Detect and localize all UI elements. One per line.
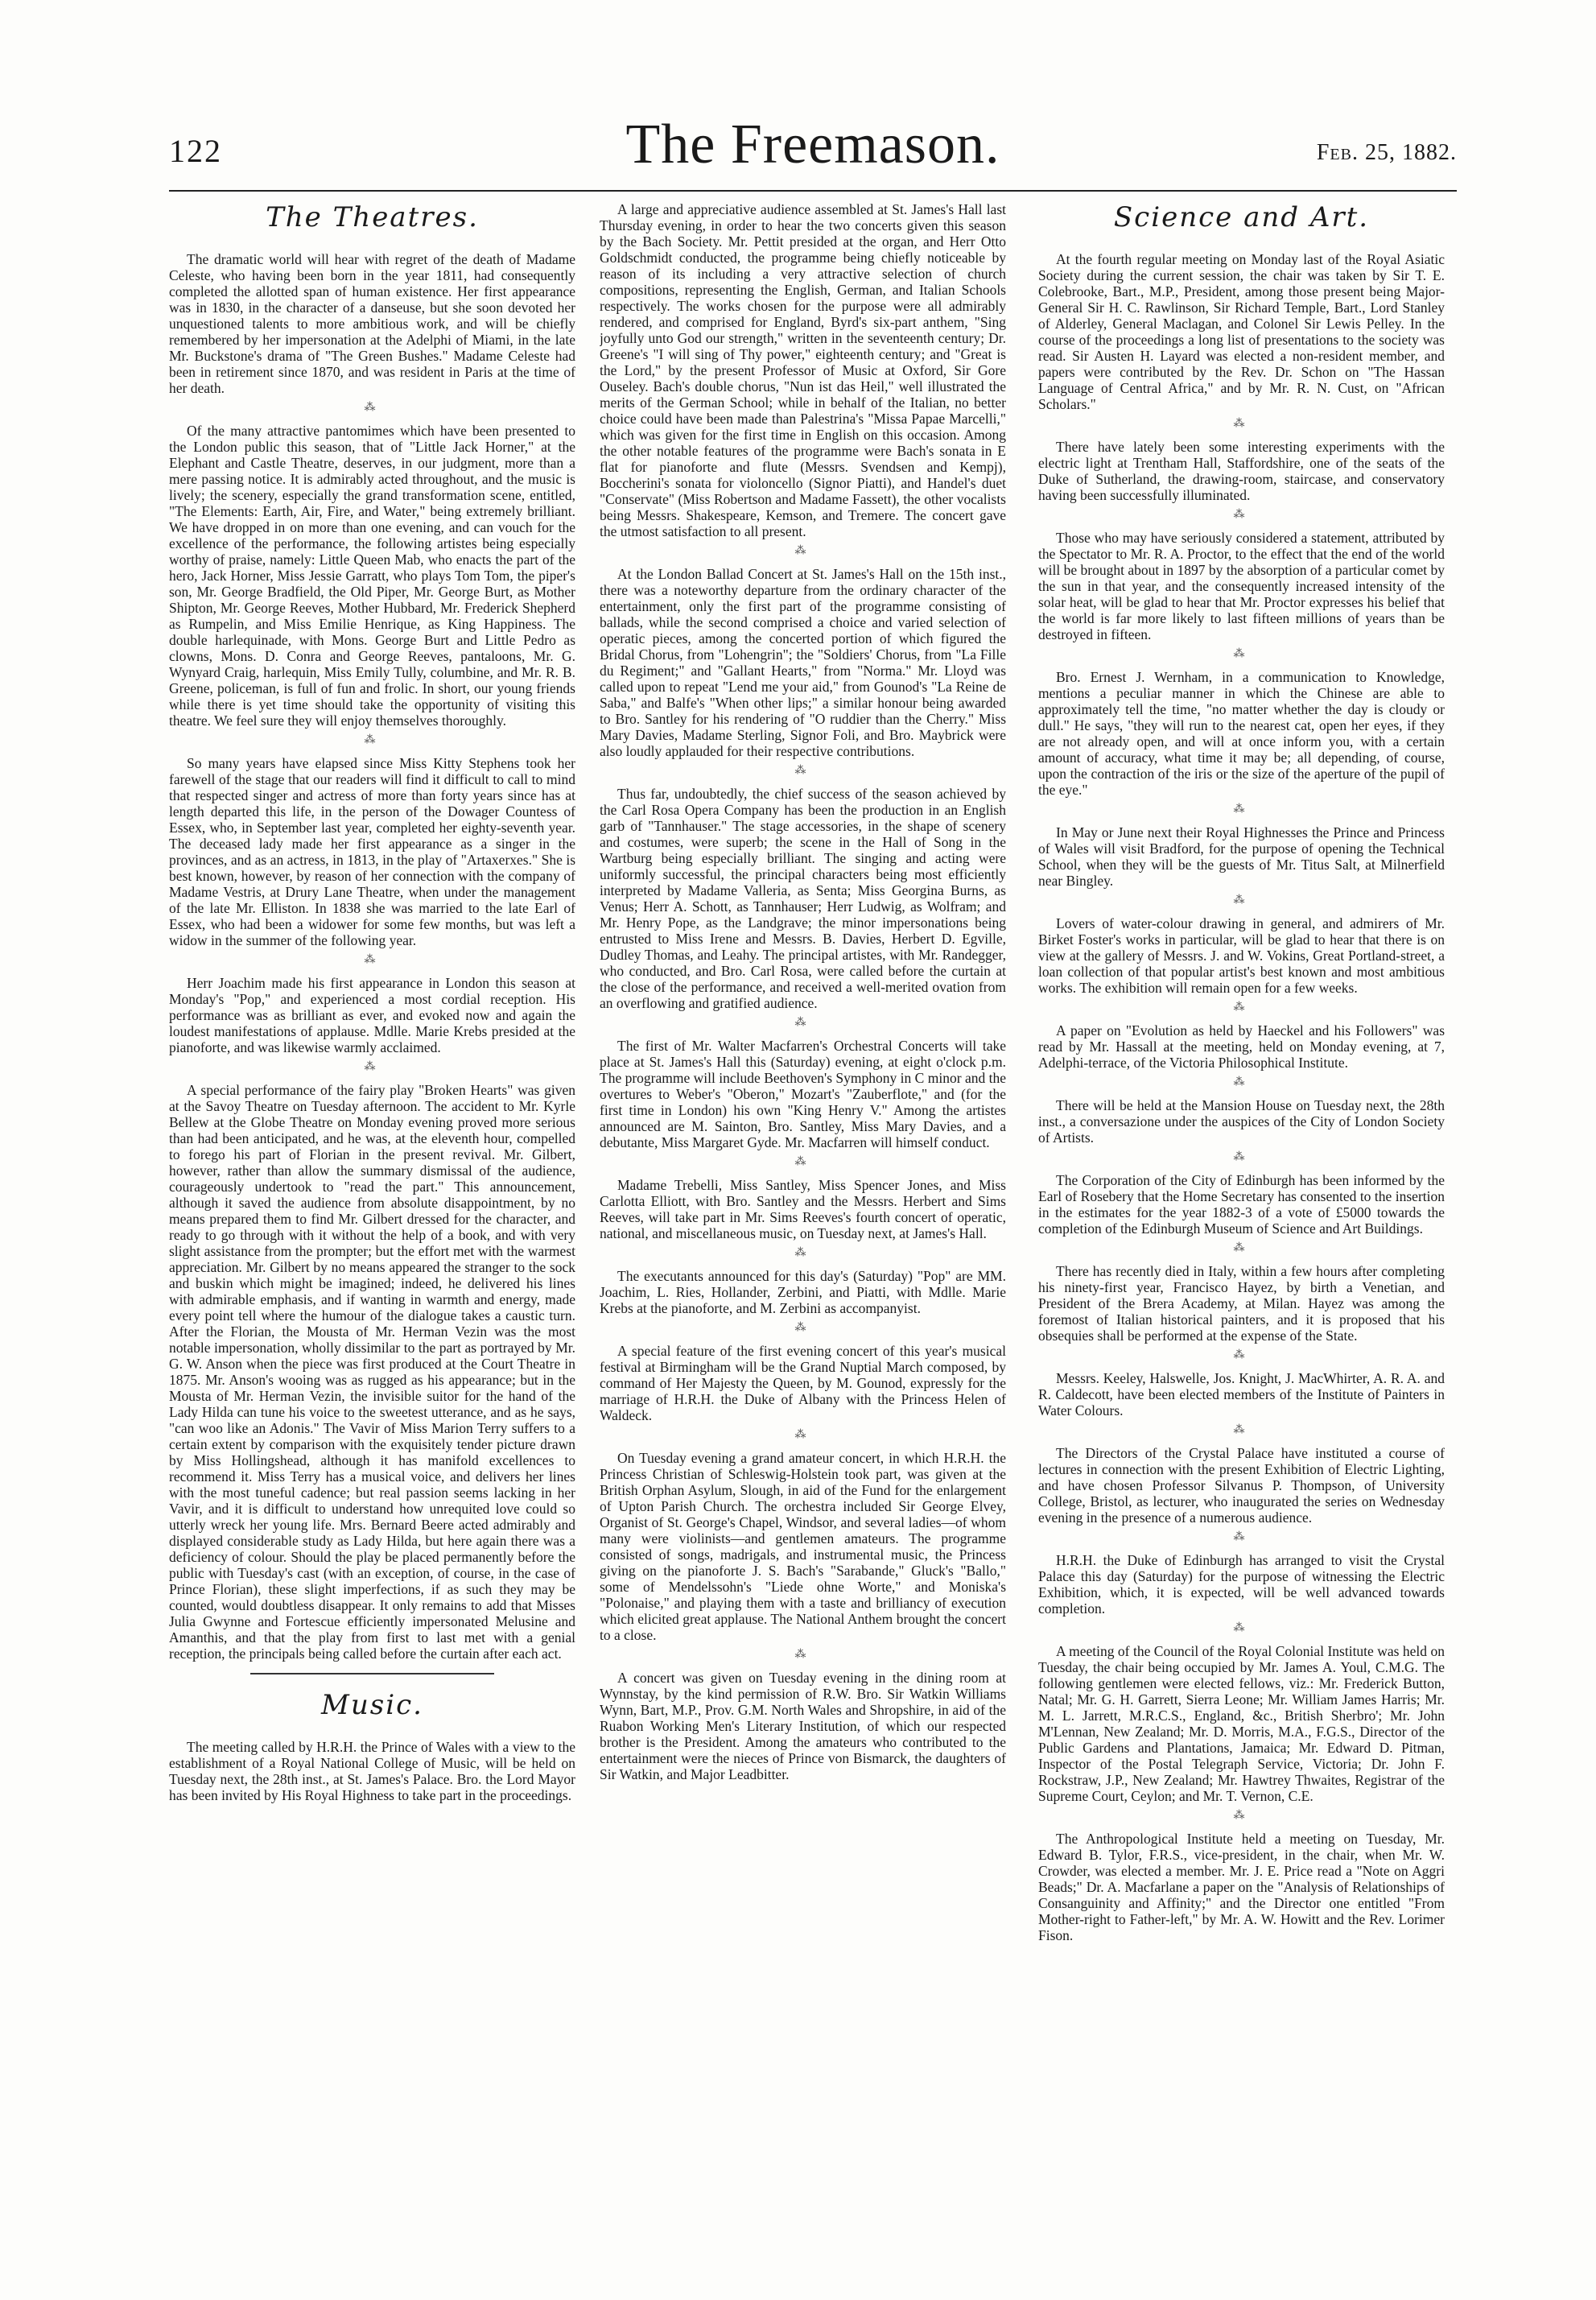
column-1 [169, 201, 575, 2262]
issue-date: Feb. 25, 1882. [1316, 140, 1457, 165]
section-heading: The Theatres. [266, 201, 479, 233]
article-paragraph: Of the many attractive pantomimes which have been presented to the London public this season, that of "Little Jack Horner," at the Elephant and Castle Theatre, deserves, in our judgment, more than a mere passing notice. It is admirably acted throughout, and the music is lively; the scenery, especially the grand transformation scene, entitled, "The Elements: Earth, Air, Fire, and Water," being extremely brilliant. We have dropped in on more than one evening, and can vouch for the excellence of the performance, the following artistes being especially worthy of praise, namely: Little Queen Mab, who enacts the part of the hero, Jack Horner, Miss Jessie Garratt, who plays Tom Tom, the piper's son, Mr. George Bradfield, the Old Piper, Mr. George Burt, as Mother Shipton, Mr. George Reeves, Mother Hubbard, Mr. Frederick Shepherd as Rumpelin, and Miss Emilie Henrique, as King Happiness. The double harlequinade, with Mons. George Burt and Little Pedro as clowns, Mons. D. Conra and George Reeves, pantaloons, Mr. G. Wynyard Craig, harlequin, Miss Emily Tully, columbine, and Mr. R. B. Greene, policeman, is full of fun and frolic. In short, our young friends while there is yet time should take the opportunity of visiting this theatre. We feel sure they will enjoy themselves thoroughly. [169, 423, 575, 729]
article-paragraph: The meeting called by H.R.H. the Prince of Wales with a view to the establishment of a Royal National College of Music, will be held on Tuesday next, the 28th inst., at St. James's Palace. Bro. the Lord Mayor has been invited by His Royal Highness to take part in the proceedings. [169, 1739, 575, 1803]
paragraph-divider-icon: ⁂ [364, 734, 381, 746]
section-heading: Music. [321, 1689, 423, 1721]
column-2 [600, 201, 1006, 2262]
paragraph-divider-icon: ⁂ [1233, 1424, 1250, 1436]
paragraph-divider-icon: ⁂ [1233, 1531, 1250, 1543]
paragraph-divider-icon: ⁂ [1233, 1076, 1250, 1088]
paragraph-divider-icon: ⁂ [1233, 648, 1250, 660]
article-paragraph: There will be held at the Mansion House on Tuesday next, the 28th inst., a conversazione under the auspices of the City of London Society of Artists. [1038, 1097, 1445, 1146]
article-paragraph: A concert was given on Tuesday evening in the dining room at Wynnstay, by the kind permission of R.W. Bro. Sir Watkin Williams Wynn, Bart, M.P., Prov. G.M. North Wales and Shropshire, in aid of the Ruabon Working Men's Literary Institution, of which our respected brother is the President. Among the amateurs who contributed to the entertainment were the nieces of Prince von Bismarck, the daughters of Sir Watkin, and Major Leadbitter. [600, 1670, 1006, 1782]
article-paragraph: The dramatic world will hear with regret of the death of Madame Celeste, who having been born in the year 1811, had consequently completed the allotted span of human existence. Her first appearance was in 1830, in the character of a danseuse, but she soon devoted her unquestioned talents to more ambitious work, and will be chiefly remembered by her impersonation at the Adelphi of Miami, in the late Mr. Buckstone's drama of "The Green Bushes." Madame Celeste had been in retirement since 1870, and was resident in Paris at the time of her death. [169, 251, 575, 396]
paragraph-divider-icon: ⁂ [1233, 509, 1250, 521]
article-paragraph: A special performance of the fairy play "Broken Hearts" was given at the Savoy Theatre on Tuesday afternoon. The accident to Mr. Kyrle Bellew at the Globe Theatre on Monday evening proved more serious than had been anticipated, and he was, at the eleventh hour, compelled to forego his part of Florian in the present revival. Mr. Gilbert, however, rather than allow the summary dismissal of the audience, courageously undertook to "read the part." This announcement, although it saved the audience from absolute disappointment, by no means prepared them to find Mr. Gilbert dressed for the character, and ready to go through with it without the help of a book, and with very slight assistance from the prompter; but the effort met with the warmest appreciation. Mr. Gilbert by no means appeared the stranger to the sock and buskin which might be imagined; indeed, he delivered his lines with admirable emphasis, and if wanting in warmth and energy, made every point tell where the humour of the dialogue takes a caustic turn. After the Florian, the Mousta of Mr. Herman Vezin was the most notable impersonation, wholly dissimilar to the part as portrayed by Mr. G. W. Anson when the piece was first produced at the Court Theatre in 1875. Mr. Anson's wooing was as rugged as his appearance; but in the Mousta of Mr. Herman Vezin, the invisible suitor for the hand of the Lady Hilda can tune his voice to the sweetest utterance, and as he says, "can woo like an Adonis." The Vavir of Miss Marion Terry suffers to a certain extent by comparison with the exquisitely tender picture drawn by Miss Hollingshead, although it has manifold excellences to recommend it. Miss Terry has a musical voice, and delivers her lines with the most tuneful cadence; but real passion seems lacking in her Vavir, and it is difficult to understand how unrequited love could so utterly wreck her young life. Mrs. Bernard Beere acted admirably and displayed considerable study as Lady Hilda, but here again there was a deficiency of colour. Should the play be placed permanently before the public with Tuesday's cast (with an exception, of course, in the case of Prince Florian), these slight imperfections, if as such they may be counted, would doubtless disappear. It only remains to add that Misses Julia Gwynne and Fortescue efficiently impersonated Melusine and Amanthis, and that the play from first to last met with a genial reception, the principals being called before the curtain after each act. [169, 1082, 575, 1662]
column-3 [1038, 201, 1445, 2262]
paragraph-divider-icon: ⁂ [1233, 418, 1250, 430]
paragraph-divider-icon: ⁂ [1233, 803, 1250, 816]
article-paragraph: Herr Joachim made his first appearance in London this season at Monday's "Pop," and experienced a most cordial reception. His performance was as brilliant as ever, and evoked now and again the loudest manifestations of applause. Mdlle. Marie Krebs presided at the pianoforte, and was likewise warmly acclaimed. [169, 975, 575, 1055]
article-paragraph: Lovers of water-colour drawing in general, and admirers of Mr. Birket Foster's works in particular, will be glad to hear that there is on view at the gallery of Messrs. J. and W. Vokins, Great Portland-street, a loan collection of that popular artist's best known and most ambitious works. The exhibition will remain open for a few weeks. [1038, 915, 1445, 996]
article-paragraph: Madame Trebelli, Miss Santley, Miss Spencer Jones, and Miss Carlotta Elliott, with Bro. Santley and the Messrs. Herbert and Sims Reeves, will take part in Mr. Sims Reeves's fourth concert of operatic, national, and miscellaneous music, on Tuesday next, at James's Hall. [600, 1177, 1006, 1241]
paragraph-divider-icon: ⁂ [794, 1156, 811, 1168]
article-paragraph: The Corporation of the City of Edinburgh has been informed by the Earl of Rosebery that the Home Secretary has consented to the insertion in the estimates for the year 1882-3 of a vote of £5000 towards the completion of the Edinburgh Museum of Science and Art Buildings. [1038, 1172, 1445, 1237]
paragraph-divider-icon: ⁂ [1233, 894, 1250, 906]
article-paragraph: The executants announced for this day's (Saturday) "Pop" are MM. Joachim, L. Ries, Hollander, Zerbini, and Piatti, with Mdlle. Marie Krebs at the pianoforte, and M. Zerbini as accompanyist. [600, 1268, 1006, 1316]
paragraph-divider-icon: ⁂ [794, 545, 811, 557]
paragraph-divider-icon: ⁂ [794, 1247, 811, 1259]
article-paragraph: Thus far, undoubtedly, the chief success of the season achieved by the Carl Rosa Opera Company has been the production in an English garb of "Tannhauser." The stage accessories, in the shape of scenery and costumes, were superb; the scene in the Hall of Song in the Wartburg being especially brilliant. The singing and acting were uniformly successful, the principal characters being most efficiently interpreted by Madame Valleria, as Senta; Miss Georgina Burns, as Venus; Herr A. Schott, as Tannhauser; Herr Ludwig, as Wolfram; and Mr. Henry Pope, as the Landgrave; the minor impersonations being entrusted to Miss Irene and Messrs. B. Davies, Herbert D. Egville, Dudley Thomas, and Leahy. The principal artistes, with Mr. Randegger, who conducted, and Bro. Carl Rosa, were called before the curtain at the close of the performance, and received a well-merited ovation from an overflowing and gratified audience. [600, 786, 1006, 1011]
paragraph-divider-icon: ⁂ [1233, 1151, 1250, 1163]
paragraph-divider-icon: ⁂ [364, 402, 381, 414]
article-paragraph: There have lately been some interesting experiments with the electric light at Trentham Hall, Staffordshire, one of the seats of the Duke of Sutherland, the drawing-room, staircase, and conservatory having been successfully illuminated. [1038, 439, 1445, 503]
article-paragraph: H.R.H. the Duke of Edinburgh has arranged to visit the Crystal Palace this day (Saturday) for the purpose of witnessing the Electric Exhibition, which, it is expected, will be well advanced towards completion. [1038, 1552, 1445, 1617]
paragraph-divider-icon: ⁂ [794, 1322, 811, 1334]
article-paragraph: The first of Mr. Walter Macfarren's Orchestral Concerts will take place at St. James's Hall this (Saturday) evening, at eight o'clock p.m. The programme will include Beethoven's Symphony in C minor and the overtures to Weber's "Oberon," Mozart's "Zauberflote," and (for the first time in London) his own "King Henry V." Among the artistes announced are M. Sainton, Bro. Santley, Miss Mary Davies, and a debutante, Miss Margaret Gyde. Mr. Macfarren will himself conduct. [600, 1038, 1006, 1150]
article-paragraph: Those who may have seriously considered a statement, attributed by the Spectator to Mr. R. A. Proctor, to the effect that the end of the world will be brought about in 1897 by the absorption of a particular comet by the sun in that year, and the consequently increased intensity of the solar heat, will be glad to hear that Mr. Proctor expresses his belief that the world is far more likely to last fifteen millions of years than be destroyed in fifteen. [1038, 530, 1445, 642]
masthead [169, 113, 1457, 185]
article-paragraph: There has recently died in Italy, within a few hours after completing his ninety-first year, Francisco Hayez, by birth a Venetian, and President of the Brera Academy, at Milan. Hayez was among the foremost of Italian historical painters, and it is proposed that his obsequies shall be performed at the expense of the State. [1038, 1263, 1445, 1344]
paragraph-divider-icon: ⁂ [1233, 1349, 1250, 1361]
article-paragraph: On Tuesday evening a grand amateur concert, in which H.R.H. the Princess Christian of Schleswig-Holstein took part, was given at the British Orphan Asylum, Slough, in aid of the Fund for the enlargement of Upton Parish Church. The orchestra included Sir George Elvey, Organist of St. George's Chapel, Windsor, and several ladies—of whom many were violinists—and gentlemen amateurs. The programme consisted of songs, madrigals, and instrumental music, the Princess giving on the pianoforte J. S. Bach's "Sarabande," Gluck's "Ballo," some of Mendelssohn's "Liede ohne Worte," and Moniska's "Polonaise," and playing them with a taste and brilliancy of execution which elicited great applause. The National Anthem brought the concert to a close. [600, 1450, 1006, 1643]
section-heading: Science and Art. [1113, 201, 1370, 233]
article-paragraph: So many years have elapsed since Miss Kitty Stephens took her farewell of the stage that our readers will find it difficult to call to mind that respected singer and actress of more than forty years since has at length departed this life, in the person of the Dowager Countess of Essex, who, in September last year, completed her eighty-seventh year. The deceased lady made her first appearance as a singer in the provinces, and as an actress, in 1813, in the play of "Artaxerxes." She is best known, however, by reason of her connection with the company of Madame Vestris, at Drury Lane Theatre, when under the management of the late Mr. Elliston. In 1838 she was married to the late Earl of Essex, who had been a widower for some few months, but was left a widow in the summer of the following year. [169, 755, 575, 948]
paragraph-divider-icon: ⁂ [794, 1649, 811, 1661]
article-paragraph: At the fourth regular meeting on Monday last of the Royal Asiatic Society during the current session, the chair was taken by Sir T. E. Colebrooke, Bart., M.P., President, among those present being Major-General Sir H. C. Rawlinson, Sir Richard Temple, Bart., Lord Stanley of Alderley, General Maclagan, and Colonel Sir Lewis Pelley. In the course of the proceedings a long list of presentations to the society was read. Sir Austen H. Layard was elected a non-resident member, and papers were contributed by the Rev. Dr. Schon on "The Hassan Language of Central Africa," and by Mr. R. N. Cust, on "African Scholars." [1038, 251, 1445, 412]
article-paragraph: A meeting of the Council of the Royal Colonial Institute was held on Tuesday, the chair being occupied by Mr. James A. Youl, C.M.G. The following gentlemen were elected fellows, viz.: Mr. Frederick Button, Natal; Mr. G. H. Garrett, Sierra Leone; Mr. William James Harris; Mr. M. L. Jarrett, M.R.C.S., England, &c., British Sherbro'; Mr. John M'Lennan, New Zealand; Mr. D. Morris, M.A., F.G.S., Director of the Public Gardens and Plantations, Jamaica; Mr. Edward D. Pitman, Inspector of the Postal Telegraph Service, Victoria; Dr. John F. Rockstraw, J.P., New Zealand; Mr. Hawtrey Thwaites, Registrar of the Supreme Court, Ceylon; and Mr. T. Vernon, C.E. [1038, 1643, 1445, 1804]
section-separator [250, 1673, 494, 1674]
article-paragraph: The Directors of the Crystal Palace have instituted a course of lectures in connection with the present Exhibition of Electric Lighting, and have chosen Professor Silvanus P. Thompson, of University College, Bristol, as lecturer, who inaugurated the series on Wednesday evening in the presence of a numerous audience. [1038, 1445, 1445, 1526]
paragraph-divider-icon: ⁂ [794, 1017, 811, 1029]
article-paragraph: Bro. Ernest J. Wernham, in a communication to Knowledge, mentions a peculiar manner in which the Chinese are able to approximately tell the time, "no matter whether the day is cloudy or dull." He says, "they will run to the nearest cat, open her eyes, if they are not already open, and will at once inform you, with a certain amount of accuracy, what time it may be; all depending, of course, upon the contraction of the iris or the size of the aperture of the pupil of the eye." [1038, 669, 1445, 798]
paragraph-divider-icon: ⁂ [1233, 1242, 1250, 1254]
paragraph-divider-icon: ⁂ [1233, 1622, 1250, 1634]
article-paragraph: The Anthropological Institute held a meeting on Tuesday, Mr. Edward B. Tylor, F.R.S., vice-president, in the chair, when Mr. W. Crowder, was elected a member. Mr. J. E. Price read a "Note on Aggri Beads;" Dr. A. Macfarlane a paper on the "Analysis of Relationships of Consanguinity and Affinity;" and the Director one entitled "From Mother-right to Father-left," by Mr. A. W. Howitt and the Rev. Lorimer Fison. [1038, 1831, 1445, 1943]
paragraph-divider-icon: ⁂ [364, 954, 381, 966]
paragraph-divider-icon: ⁂ [1233, 1810, 1250, 1822]
article-paragraph: Messrs. Keeley, Halswelle, Jos. Knight, J. MacWhirter, A. R. A. and R. Caldecott, have been elected members of the Institute of Painters in Water Colours. [1038, 1370, 1445, 1418]
article-paragraph: At the London Ballad Concert at St. James's Hall on the 15th inst., there was a noteworthy departure from the ordinary character of the entertainment, only the first part of the programme consisting of ballads, while the second comprised a choice and varied selection of operatic pieces, among the concerted portion of which figured the Bridal Chorus, from "Lohengrin"; the "Soldiers' Chorus, from "La Fille du Regiment;" and "Gallant Hearts," from "Norma." Mr. Lloyd was called upon to repeat "Lend me your aid," from Gounod's "La Reine de Saba," and Balfe's "When other lips;" a similar honour being awarded to Bro. Santley for his rendering of "O ruddier than the Cherry." Miss Mary Davies, Madame Sterling, Signor Foli, and Bro. Maybrick were also loudly applauded for their respective contributions. [600, 566, 1006, 759]
paragraph-divider-icon: ⁂ [1233, 1001, 1250, 1014]
article-paragraph: A large and appreciative audience assembled at St. James's Hall last Thursday evening, in order to hear the two concerts given this season by the Bach Society. Mr. Pettit presided at the organ, and Herr Otto Goldschmidt conducted, the programme being chiefly noticeable by reason of its including a very attractive selection of church compositions, representing the English, German, and Italian Schools respectively. The works chosen for the purpose were all admirably rendered, and comprised for England, Byrd's six-part anthem, "Sing joyfully unto God our strength," written in the seventeenth century; Dr. Greene's "I will sing of Thy power," eighteenth century; and "Great is the Lord," by the present Professor of Music at Oxford, Sir Gore Ouseley. Bach's double chorus, "Nun ist das Heil," well illustrated the merits of the German School; while in behalf of the Italian, no better choice could have been made than Palestrina's "Missa Papae Marcelli," which was given for the first time in English on this occasion. Among the other notable features of the programme were Bach's sonata in E flat for pianoforte and flute (Messrs. Svendsen and Kempj), Boccherini's sonata for violoncello (Signor Piatti), and Handel's duet "Conservate" (Miss Robertson and Madame Fassett), the other vocalists being Messrs. Shakespeare, Kemson, and Tremere. The concert gave the utmost satisfaction to all present. [600, 201, 1006, 539]
paragraph-divider-icon: ⁂ [794, 1429, 811, 1441]
article-paragraph: A special feature of the first evening concert of this year's musical festival at Birmingham will be the Grand Nuptial March composed, by command of Her Majesty the Queen, by M. Gounod, expressly for the marriage of H.R.H. the Duke of Albany with the Princess Helen of Waldeck. [600, 1343, 1006, 1423]
paragraph-divider-icon: ⁂ [364, 1061, 381, 1073]
newspaper-title: The Freemason. [625, 114, 1000, 175]
masthead-rule [169, 190, 1457, 192]
article-paragraph: In May or June next their Royal Highnesses the Prince and Princess of Wales will visit Bradford, for the purpose of opening the Technical School, when they will be the guests of Mr. Titus Salt, at Milnerfield near Bingley. [1038, 824, 1445, 889]
page-number: 122 [169, 133, 222, 169]
paragraph-divider-icon: ⁂ [794, 765, 811, 777]
article-paragraph: A paper on "Evolution as held by Haeckel and his Followers" was read by Mr. Hassall at the meeting, held on Monday evening, at 7, Adelphi-terrace, of the Victoria Philosophical Institute. [1038, 1022, 1445, 1071]
